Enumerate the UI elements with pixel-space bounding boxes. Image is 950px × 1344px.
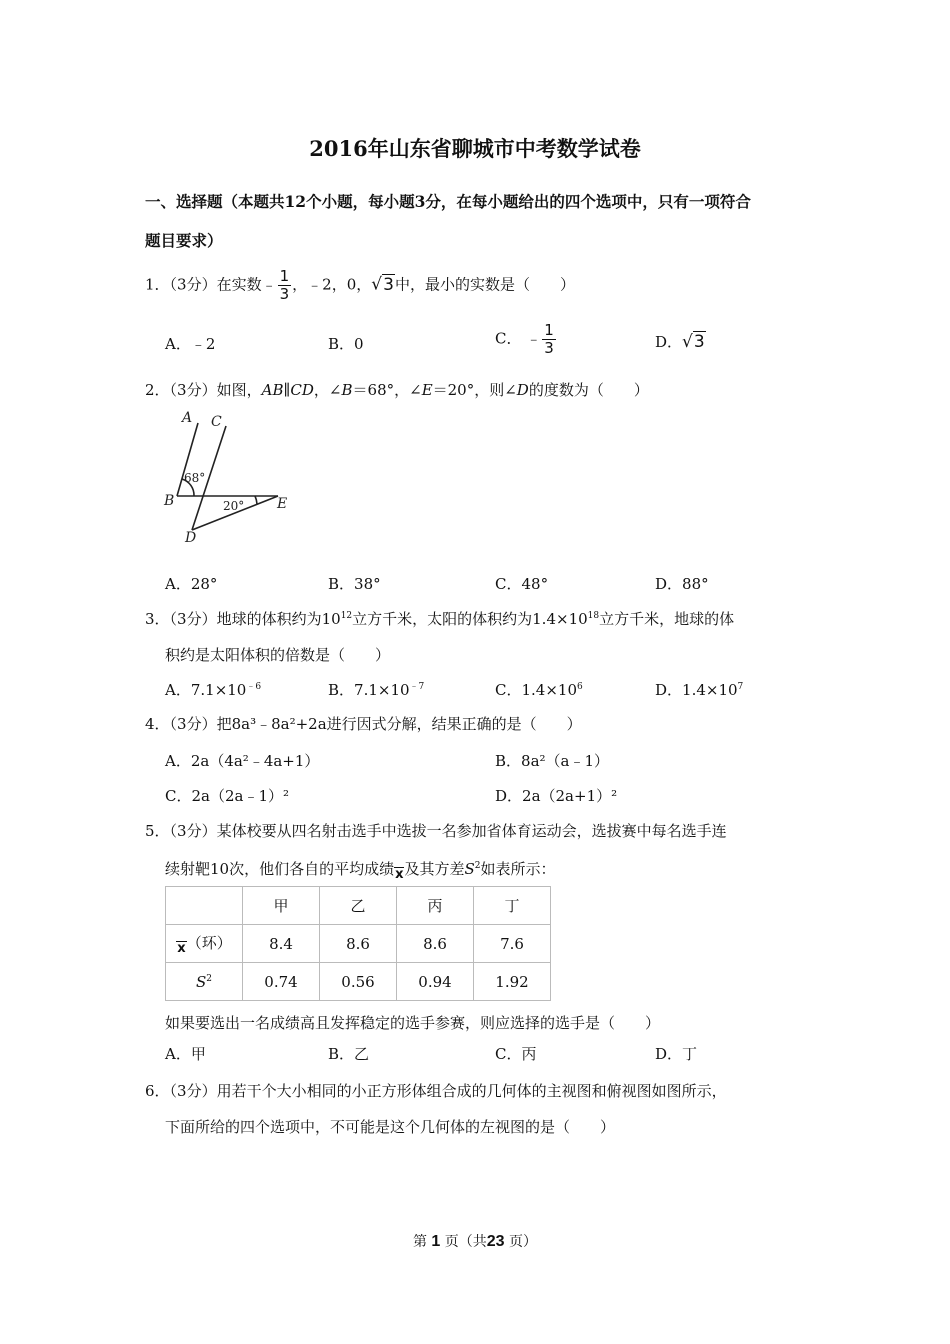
q1-sqrt-value: 3 (383, 274, 394, 295)
point-d-label: D (185, 530, 197, 546)
q2-geometry-figure (160, 406, 300, 548)
table-cell: 0.74 (243, 963, 320, 1001)
table-header-ding: 丁 (474, 887, 551, 925)
q3-text-c: 立方千米，地球的体 (599, 610, 735, 628)
q3-option-a-base: A．7.1×10 (165, 681, 247, 699)
q3-option-c-exp: 6 (577, 682, 583, 692)
q2-parallel: ∥ (283, 381, 291, 399)
q1-text-a: 在实数 (216, 275, 262, 294)
question-3-line2: 积约是太阳体积的倍数是（ ） (165, 646, 391, 664)
q2-score: （3分） (169, 381, 217, 399)
point-e-label: E (277, 496, 288, 512)
q1-option-c (495, 322, 557, 357)
q5-option-d: D．丁 (655, 1045, 698, 1063)
q6-number: 6． (145, 1082, 170, 1100)
row-label-unit: （环） (186, 934, 232, 952)
table-cell: 8.4 (243, 925, 320, 963)
q4-option-d: D．2a（2a+1）² (495, 787, 618, 805)
q5-option-a: A．甲 (165, 1045, 206, 1063)
q3-option-a-exp: ﹣6 (246, 682, 262, 692)
q1-option-c-num: 1 (544, 321, 554, 339)
q2-option-c: C．48° (495, 575, 549, 593)
question-6-line1 (145, 1080, 727, 1101)
footer-post: 页） (509, 1234, 538, 1250)
q2-e: E (421, 381, 433, 399)
angle-e-arc (255, 496, 257, 504)
q5-s: S (464, 860, 475, 878)
q3-option-b (328, 679, 424, 700)
table-cell: 7.6 (474, 925, 551, 963)
q1-option-d (655, 331, 706, 352)
point-b-label: B (164, 493, 175, 509)
point-c-label: C (211, 414, 222, 430)
q1-option-d-label: D． (655, 333, 683, 351)
q1-text-b: ，﹣2，0， (292, 275, 372, 294)
q2-ab: AB (261, 381, 284, 399)
q4-option-c: C．2a（2a﹣1）² (165, 787, 290, 805)
page-title: 2016年山东省聊城市中考数学试卷 (309, 136, 641, 161)
q1-text-c: 中，最小的实数是（ ） (394, 275, 575, 294)
section-heading-line1: 一、选择题（本题共12个小题，每小题3分，在每小题给出的四个选项中，只有一项符合 (145, 192, 751, 211)
q1-frac-den: 3 (279, 285, 290, 303)
q6-text-line1: 用若干个大小相同的小正方形体组合成的几何体的主视图和俯视图如图所示， (216, 1082, 727, 1100)
q1-option-b: B．0 (328, 335, 364, 353)
row-label-s-exp: 2 (206, 973, 212, 984)
page-footer (0, 1231, 950, 1251)
row-label-variance (166, 963, 243, 1001)
question-3-line1 (145, 608, 734, 629)
row-label-s: S (195, 972, 207, 991)
question-5-line2 (165, 858, 556, 881)
angle-68-label: 68° (184, 471, 206, 485)
q2-text-3: ＝68°，∠ (352, 381, 422, 399)
q5-option-c: C．丙 (495, 1045, 537, 1063)
table-header-row (166, 887, 551, 925)
q3-option-d-base: D．1.4×10 (655, 681, 738, 699)
q5-text-line1: 某体校要从四名射击选手中选拔一名参加省体育运动会，选拔赛中每名选手连 (216, 822, 727, 840)
q3-option-c (495, 679, 583, 700)
table-cell (166, 887, 243, 925)
q3-option-d-exp: 7 (737, 682, 744, 692)
q4-option-a: A．2a（4a²﹣4a+1） (165, 752, 320, 770)
q1-option-d-sqrt: √3 (682, 332, 705, 352)
q1-number: 1． (145, 275, 170, 294)
footer-page-number: 1 (431, 1233, 441, 1250)
table-header-bing: 丙 (397, 887, 474, 925)
line-ab (177, 423, 198, 496)
q2-text-4: ＝20°，则∠ (432, 381, 517, 399)
q5-s-exp: 2 (474, 861, 481, 871)
table-cell: 0.94 (397, 963, 474, 1001)
q2-text-1: 如图， (216, 381, 262, 399)
q3-option-c-base: C．1.4×10 (495, 681, 577, 699)
section-heading-line2: 题目要求） (145, 231, 223, 250)
q2-option-b: B．38° (328, 575, 381, 593)
table-row-variance (166, 963, 551, 1001)
row-label-xbar: x (177, 941, 186, 956)
point-a-label: A (182, 410, 193, 426)
q3-number: 3． (145, 610, 170, 628)
row-label-mean (166, 925, 243, 963)
q4-number: 4． (145, 715, 170, 733)
table-cell: 8.6 (397, 925, 474, 963)
q5-table (165, 886, 551, 1001)
q1-sqrt: √3 (371, 274, 394, 295)
q1-option-a: A．﹣2 (165, 335, 216, 353)
q5-text-c: 如表所示： (480, 860, 556, 878)
q2-text-2: ，∠ (313, 381, 342, 399)
q3-option-a (165, 679, 261, 700)
q5-xbar: x (395, 867, 404, 882)
q5-number: 5． (145, 822, 170, 840)
question-5-line1 (145, 820, 727, 841)
q2-text-5: 的度数为（ ） (528, 381, 649, 399)
table-cell: 1.92 (474, 963, 551, 1001)
q5-after-text: 如果要选出一名成绩高且发挥稳定的选手参赛，则应选择的选手是（ ） (165, 1014, 661, 1032)
q2-option-d: D．88° (655, 575, 709, 593)
table-header-yi: 乙 (320, 887, 397, 925)
q2-number: 2． (145, 381, 170, 399)
q3-option-d (655, 679, 743, 700)
angle-20-label: 20° (223, 499, 245, 513)
q2-option-a: A．28° (165, 575, 218, 593)
q5-text-b: 及其方差 (404, 860, 465, 878)
question-2 (145, 379, 649, 400)
q5-score: （3分） (169, 822, 217, 840)
q1-score: （3分） (169, 275, 217, 294)
q2-cd: CD (290, 381, 314, 399)
question-4 (145, 713, 582, 734)
q1-fraction (278, 268, 292, 303)
q1-option-c-label: C． (495, 329, 522, 348)
q3-score: （3分） (169, 610, 217, 628)
q3-text-b: 立方千米，太阳的体积约为1.4×10 (352, 610, 588, 628)
q3-option-b-base: B．7.1×10 (328, 681, 410, 699)
table-cell: 8.6 (320, 925, 397, 963)
q1-neg: ﹣ (261, 275, 277, 294)
table-cell: 0.56 (320, 963, 397, 1001)
q4-score: （3分） (169, 715, 217, 733)
q5-text-a: 续射靶10次，他们各自的平均成绩 (165, 860, 395, 878)
q1-option-d-sqrt-value: 3 (693, 332, 705, 352)
question-1 (145, 268, 575, 303)
q1-frac-num: 1 (279, 267, 290, 285)
q3-exp-2: 18 (587, 611, 600, 621)
q1-option-c-den: 3 (544, 339, 554, 357)
q6-score: （3分） (169, 1082, 217, 1100)
q2-d: D (516, 381, 529, 399)
q5-option-b: B．乙 (328, 1045, 370, 1063)
footer-total-pages: 23 (486, 1233, 505, 1250)
q4-text: 把8a³﹣8a²+2a进行因式分解，结果正确的是（ ） (216, 715, 582, 733)
q4-option-b: B．8a²（a﹣1） (495, 752, 610, 770)
footer-pre: 第 (412, 1234, 427, 1250)
table-row-mean (166, 925, 551, 963)
q3-exp-1: 12 (340, 611, 353, 621)
footer-mid: 页（共 (444, 1234, 487, 1250)
q1-option-c-neg: ﹣ (526, 329, 542, 348)
q3-text-a: 地球的体积约为10 (216, 610, 341, 628)
table-header-jia: 甲 (243, 887, 320, 925)
q3-option-b-exp: ﹣7 (409, 682, 425, 692)
q1-option-c-fraction (542, 322, 556, 357)
q2-b: B (341, 381, 353, 399)
question-6-line2: 下面所给的四个选项中，不可能是这个几何体的左视图的是（ ） (165, 1118, 616, 1136)
